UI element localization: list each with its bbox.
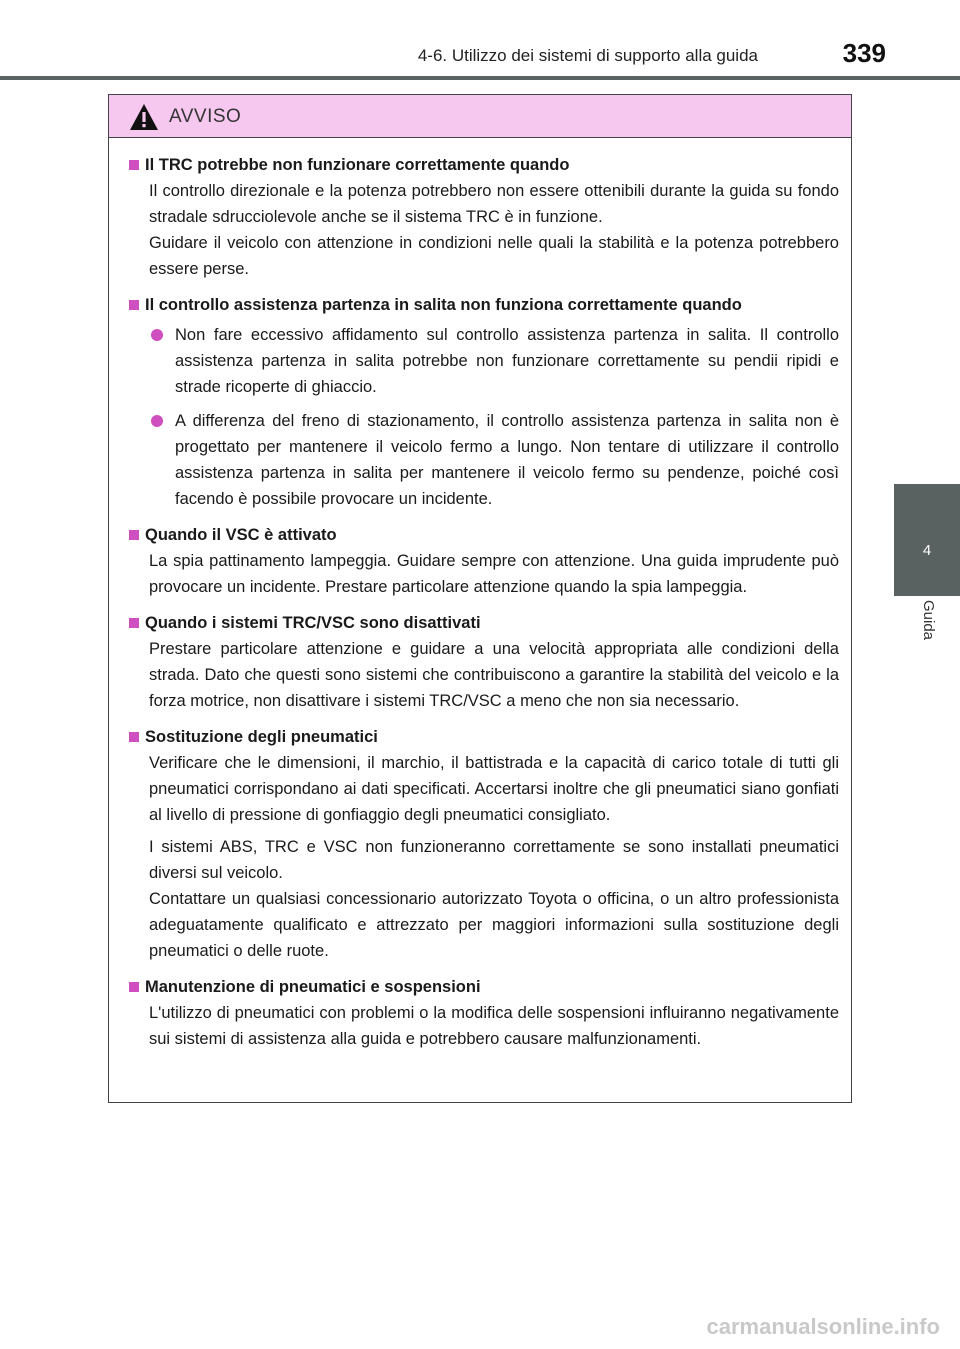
warning-header [109,95,851,138]
warning-box [108,94,852,1103]
round-bullet-icon [151,415,163,427]
section-vsc-active [129,522,839,600]
section-paragraph: Contattare un qualsiasi concessionario autorizzato Toyota o officina, o un altro professionista adeguatamente qualificato e attrezzato per maggiori informazioni sulla sostituzione degli pneumatici o delle ruote. [149,890,839,960]
header-rule [0,76,960,80]
section-paragraph: Verificare che le dimensioni, il marchio, il battistrada e la capacità di carico totale di tutti gli pneumatici corrispondano ai dati specificati. Accertarsi inoltre che gli pneumatici siano gonfiati al livello di pressione di gonfiaggio degli pneumatici consigliato. [149,754,839,824]
square-bullet-icon [129,300,139,310]
section-title: Quando il VSC è attivato [129,522,839,548]
watermark: carmanualsonline.info [706,1314,940,1339]
section-tire-suspension-maintenance [129,974,839,1052]
section-title: Sostituzione degli pneumatici [129,724,839,750]
round-bullet-icon [151,329,163,341]
section-paragraph: Prestare particolare attenzione e guidare a una velocità appropriata alle condizioni della strada. Dato che questi sono sistemi che contribuiscono a garantire la stabilità del veicolo e la forza motrice, non disattivare i sistemi TRC/VSC a meno che non sia necessario. [149,640,839,710]
section-title: Il TRC potrebbe non funzionare correttamente quando [129,152,839,178]
bullet-item: Non fare eccessivo affidamento sul controllo assistenza partenza in salita. Il controllo assistenza partenza in salita potrebbe non funzionare correttamente su pendii ripidi e strade ricoperte di ghiaccio. [129,322,839,400]
section-paragraph: Il controllo direzionale e la potenza potrebbero non essere ottenibili durante la guida su fondo stradale sdrucciolevole anche se il sistema TRC è in funzione. [149,182,839,226]
square-bullet-icon [129,618,139,628]
section-paragraph: Guidare il veicolo con attenzione in condizioni nelle quali la stabilità e la potenza potrebbero essere perse. [149,234,839,278]
square-bullet-icon [129,982,139,992]
chapter-number: 4 [922,542,932,559]
warning-title: AVVISO [169,106,242,127]
section-tire-replacement [129,724,839,964]
square-bullet-icon [129,160,139,170]
bullet-item: A differenza del freno di stazionamento, il controllo assistenza partenza in salita non è progettato per mantenere il veicolo fermo a lungo. Non tentare di utilizzare il controllo assistenza partenza in salita per mantenere il veicolo fermo su pendenze, poiché così facendo è possibile provocare un incidente. [129,408,839,512]
section-trc [129,152,839,282]
square-bullet-icon [129,530,139,540]
chapter-label: Guida [920,599,937,641]
section-title: Manutenzione di pneumatici e sospensioni [129,974,839,1000]
square-bullet-icon [129,732,139,742]
warning-triangle-icon [129,103,159,131]
page-number: 339 [842,38,886,68]
warning-content [109,138,851,1052]
section-title: Il controllo assistenza partenza in salita non funziona correttamente quando [129,292,839,318]
running-header: 4-6. Utilizzo dei sistemi di supporto alla guida [417,46,758,65]
section-paragraph: La spia pattinamento lampeggia. Guidare sempre con attenzione. Una guida imprudente può provocare un incidente. Prestare particolare attenzione quando la spia lampeggia. [149,552,839,596]
section-title: Quando i sistemi TRC/VSC sono disattivati [129,610,839,636]
section-hill-start [129,292,839,512]
section-trc-vsc-off [129,610,839,714]
section-paragraph: L'utilizzo di pneumatici con problemi o la modifica delle sospensioni influiranno negativamente sui sistemi di assistenza alla guida e potrebbero causare malfunzionamenti. [149,1004,839,1048]
section-paragraph: I sistemi ABS, TRC e VSC non funzioneranno correttamente se sono installati pneumatici diversi sul veicolo. [149,838,839,882]
